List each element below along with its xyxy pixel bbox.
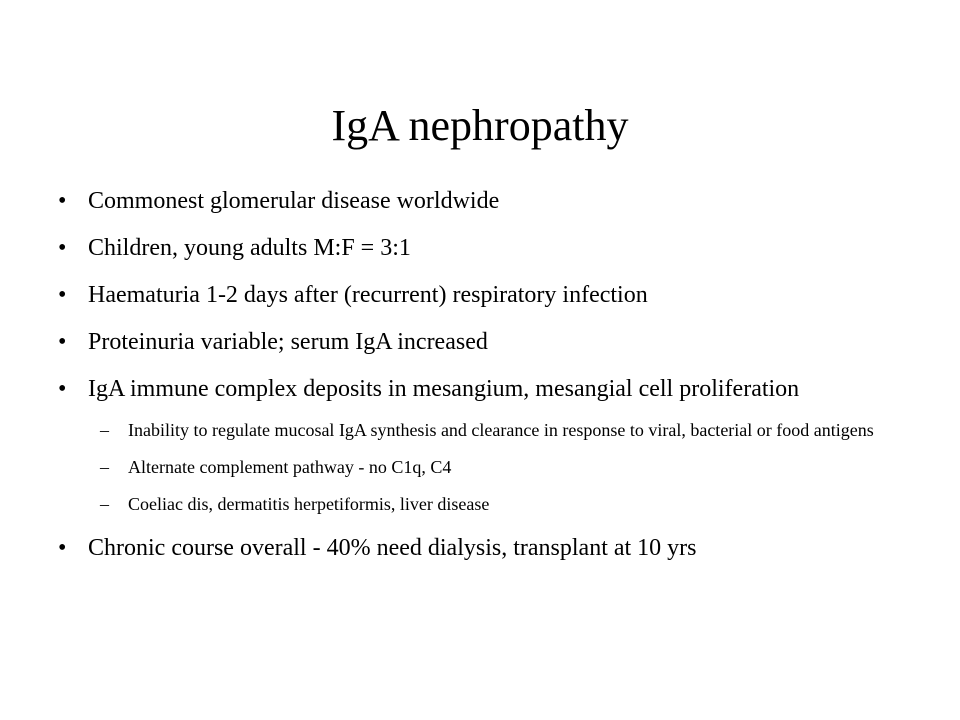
bullet-text: Proteinuria variable; serum IgA increased — [88, 329, 488, 355]
bullet-text: Haematuria 1-2 days after (recurrent) respiratory infection — [88, 282, 648, 308]
dash-icon: – — [100, 420, 109, 440]
bullet-dot-icon: • — [58, 282, 67, 308]
bullet-dot-icon: • — [58, 188, 67, 214]
slide-title: IgA nephropathy — [331, 101, 629, 150]
bullet-dot-icon: • — [58, 329, 67, 355]
bullet-list — [58, 186, 918, 580]
bullet-item — [58, 374, 918, 516]
bullet-text: Children, young adults M:F = 3:1 — [88, 235, 411, 261]
bullet-item — [58, 186, 918, 216]
dash-icon: – — [100, 457, 109, 477]
sub-bullet-text: Coeliac dis, dermatitis herpetiformis, liver disease — [128, 494, 490, 514]
bullet-item — [58, 280, 918, 310]
sub-bullet-item — [88, 455, 918, 479]
bullet-text: IgA immune complex deposits in mesangium, mesangial cell proliferation — [88, 376, 800, 402]
bullet-dot-icon: • — [58, 535, 67, 561]
bullet-item — [58, 233, 918, 263]
bullet-item — [58, 327, 918, 357]
bullet-text: Chronic course overall - 40% need dialysis, transplant at 10 yrs — [88, 535, 697, 561]
sub-bullet-item — [88, 418, 918, 442]
sub-bullet-list — [88, 418, 918, 516]
sub-bullet-item — [88, 492, 918, 516]
sub-bullet-text: Alternate complement pathway - no C1q, C4 — [128, 457, 452, 477]
bullet-dot-icon: • — [58, 235, 67, 261]
bullet-text: Commonest glomerular disease worldwide — [88, 188, 500, 214]
dash-icon: – — [100, 494, 109, 514]
bullet-dot-icon: • — [58, 376, 67, 402]
bullet-item — [58, 533, 918, 563]
sub-bullet-text: Inability to regulate mucosal IgA synthesis and clearance in response to viral, bacterial or food antigens — [128, 420, 874, 440]
